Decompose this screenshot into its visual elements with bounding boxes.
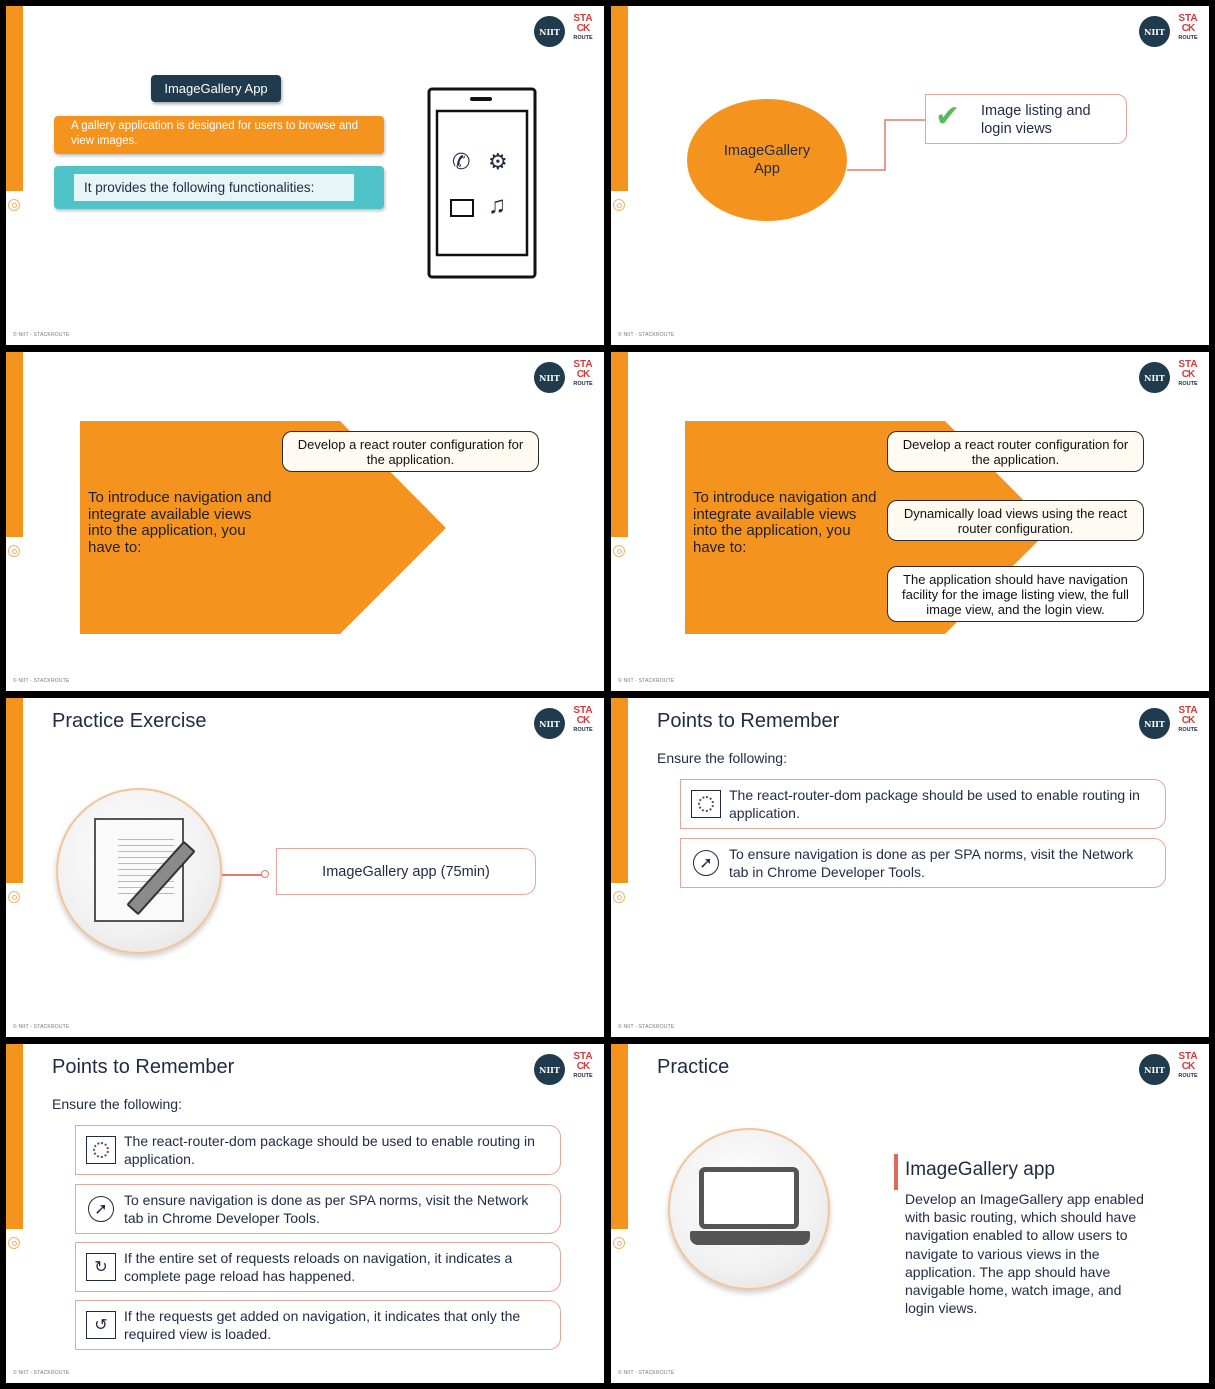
slide-title: Practice	[657, 1056, 730, 1078]
ring-icon	[8, 199, 20, 211]
gear-icon: ⚙	[488, 149, 508, 174]
practice-heading: ImageGallery app	[905, 1159, 1055, 1180]
point-text: The react-router-dom package should be used to enable routing in application.	[729, 787, 1140, 821]
compass-icon: ➚	[88, 1196, 114, 1222]
point-card-3	[75, 1242, 561, 1292]
slide-subtitle: Ensure the following:	[52, 1096, 182, 1112]
ring-icon	[613, 891, 625, 903]
slide-1	[6, 6, 604, 345]
loading-icon	[691, 790, 721, 818]
ring-icon	[8, 1237, 20, 1249]
slide-title: Points to Remember	[52, 1056, 235, 1078]
footer: © NIIT - STACKROUTE	[618, 678, 675, 684]
step-box-1: Develop a react router configuration for the application.	[282, 431, 539, 472]
stackroute-logo: STA CK ROUTE	[1178, 13, 1198, 41]
intro-text: To introduce navigation and integrate available views into the application, you have to:	[693, 489, 877, 556]
step-box-1: Develop a react router configuration for the application.	[887, 431, 1144, 472]
point-text: To ensure navigation is done as per SPA norms, visit the Network tab in Chrome Developer Tools.	[124, 1192, 529, 1226]
laptop-icon	[699, 1167, 799, 1229]
ring-icon	[613, 1237, 625, 1249]
stackroute-logo: STA CK ROUTE	[1178, 705, 1198, 733]
functionalities-text: It provides the following functionalities:	[74, 174, 354, 201]
app-label: ImageGallery App	[151, 75, 281, 102]
loading-icon	[86, 1136, 116, 1164]
step-box-2: Dynamically load views using the react router configuration.	[887, 500, 1144, 541]
laptop-illustration	[668, 1128, 830, 1290]
slide-3	[6, 352, 604, 691]
niit-logo: NIIT	[534, 708, 565, 739]
slide-subtitle: Ensure the following:	[657, 750, 787, 766]
exercise-illustration	[56, 788, 222, 954]
phone-illustration	[426, 86, 538, 285]
check-icon: ✔	[935, 100, 961, 133]
niit-logo: NIIT	[534, 16, 565, 47]
undo-icon: ↺	[86, 1311, 116, 1339]
app-circle-text: ImageGallery App	[723, 143, 811, 177]
footer: © NIIT - STACKROUTE	[13, 1024, 70, 1030]
accent-bar	[611, 6, 628, 191]
point-card-2	[75, 1184, 561, 1234]
connector-line	[847, 116, 927, 176]
stackroute-logo: STA CK ROUTE	[573, 13, 593, 41]
functionalities-banner	[54, 166, 384, 209]
point-text: To ensure navigation is done as per SPA norms, visit the Network tab in Chrome Developer Tools.	[729, 846, 1134, 880]
stackroute-logo: STA CK ROUTE	[573, 359, 593, 387]
ring-icon	[613, 199, 625, 211]
footer: © NIIT - STACKROUTE	[618, 1024, 675, 1030]
item-box	[925, 94, 1127, 144]
slide-6	[611, 698, 1209, 1037]
practice-body: Develop an ImageGallery app enabled with basic routing, which should have navigation enabled to allow users to navigate to various views in the application. The app should have navigable home, watch image, and login views.	[905, 1191, 1144, 1317]
point-card-1	[680, 779, 1166, 829]
point-card-2	[680, 838, 1166, 888]
ring-icon	[8, 891, 20, 903]
footer: © NIIT - STACKROUTE	[13, 332, 70, 338]
point-text: The react-router-dom package should be used to enable routing in application.	[124, 1133, 535, 1167]
slide-8	[611, 1044, 1209, 1383]
description-banner	[54, 116, 384, 154]
slide-4	[611, 352, 1209, 691]
niit-logo: NIIT	[1139, 16, 1170, 47]
music-icon: ♫	[488, 192, 506, 219]
niit-logo: NIIT	[1139, 362, 1170, 393]
image-icon	[450, 199, 474, 217]
exercise-text: ImageGallery app (75min)	[322, 863, 490, 880]
footer: © NIIT - STACKROUTE	[13, 1370, 70, 1376]
description-text: A gallery application is designed for users to browse and view images.	[71, 120, 359, 147]
point-text: If the entire set of requests reloads on navigation, it indicates a complete page reload has happened.	[124, 1250, 513, 1284]
heading-marker	[894, 1154, 898, 1190]
app-circle	[687, 99, 847, 221]
footer: © NIIT - STACKROUTE	[618, 1370, 675, 1376]
accent-bar	[6, 1044, 23, 1229]
connector-line	[222, 874, 264, 876]
accent-bar	[6, 352, 23, 537]
ring-icon	[8, 545, 20, 557]
accent-bar	[611, 698, 628, 883]
item-text: Image listing and login views	[981, 103, 1091, 137]
intro-text: To introduce navigation and integrate available views into the application, you have to:	[88, 489, 272, 556]
slide-title: Points to Remember	[657, 710, 840, 732]
accent-bar	[611, 352, 628, 537]
stackroute-logo: STA CK ROUTE	[573, 705, 593, 733]
slide-7	[6, 1044, 604, 1383]
reload-icon: ↻	[86, 1253, 116, 1281]
slide-2	[611, 6, 1209, 345]
stackroute-logo: STA CK ROUTE	[1178, 1051, 1198, 1079]
accent-bar	[6, 6, 23, 191]
step-box-3: The application should have navigation facility for the image listing view, the full image view, and the login view.	[887, 566, 1144, 622]
stackroute-logo: STA CK ROUTE	[1178, 359, 1198, 387]
point-text: If the requests get added on navigation, it indicates that only the required view is loaded.	[124, 1308, 521, 1342]
accent-bar	[611, 1044, 628, 1229]
footer: © NIIT - STACKROUTE	[618, 332, 675, 338]
exercise-box	[276, 848, 536, 895]
stackroute-logo: STA CK ROUTE	[573, 1051, 593, 1079]
connector-dot	[261, 870, 269, 878]
footer: © NIIT - STACKROUTE	[13, 678, 70, 684]
ring-icon	[613, 545, 625, 557]
phone-icon: ✆	[452, 149, 471, 174]
slide-title: Practice Exercise	[52, 710, 207, 732]
point-card-4	[75, 1300, 561, 1350]
slide-5	[6, 698, 604, 1037]
accent-bar	[6, 698, 23, 883]
niit-logo: NIIT	[534, 1054, 565, 1085]
compass-icon: ➚	[693, 850, 719, 876]
niit-logo: NIIT	[534, 362, 565, 393]
niit-logo: NIIT	[1139, 1054, 1170, 1085]
niit-logo: NIIT	[1139, 708, 1170, 739]
point-card-1	[75, 1125, 561, 1175]
